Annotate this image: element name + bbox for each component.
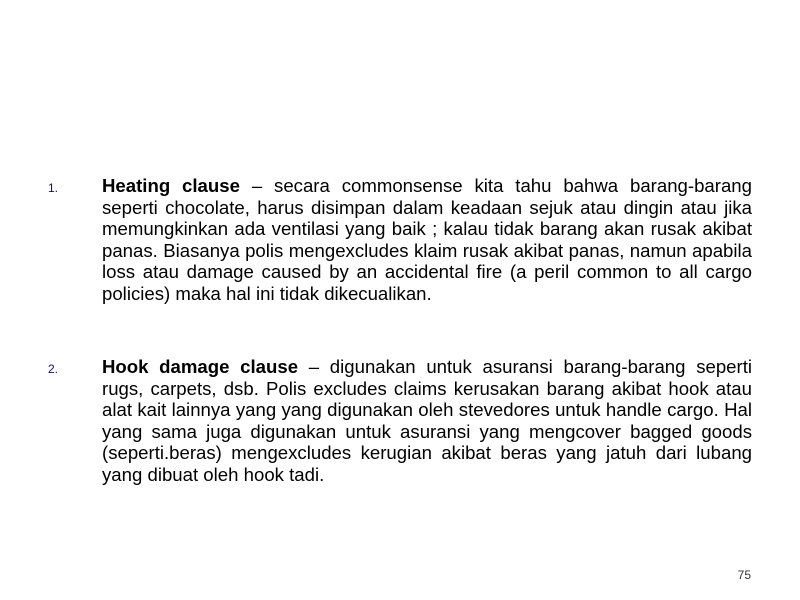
list-number: 2. <box>48 362 59 376</box>
page-number: 75 <box>737 568 751 582</box>
list-paragraph <box>102 356 752 486</box>
list-number: 1. <box>48 181 59 195</box>
clause-term: Hook damage clause <box>102 356 299 377</box>
list-paragraph <box>102 175 752 305</box>
clause-term: Heating clause <box>102 175 240 196</box>
clause-description: – secara commonsense kita tahu bahwa barang-barang seperti chocolate, harus disimpan dalam keadaan sejuk atau dingin atau jika memungkinkan ada ventilasi yang baik ; kalau tidak barang akan rusak akibat panas. Biasanya polis mengexcludes klaim rusak akibat panas, namun apabila loss atau damage caused by an accidental fire (a peril common to all cargo policies) maka hal ini tidak dikecualikan. <box>102 175 752 304</box>
clause-description: – digunakan untuk asuransi barang-barang seperti rugs, carpets, dsb. Polis excludes claims kerusakan barang akibat hook atau alat kait lainnya yang yang digunakan oleh stevedores untuk handle cargo. Hal yang sama juga digunakan untuk asuransi yang mengcover bagged goods (seperti.beras) mengexcludes kerugian akibat beras yang jatuh dari lubang yang dibuat oleh hook tadi. <box>102 356 752 485</box>
